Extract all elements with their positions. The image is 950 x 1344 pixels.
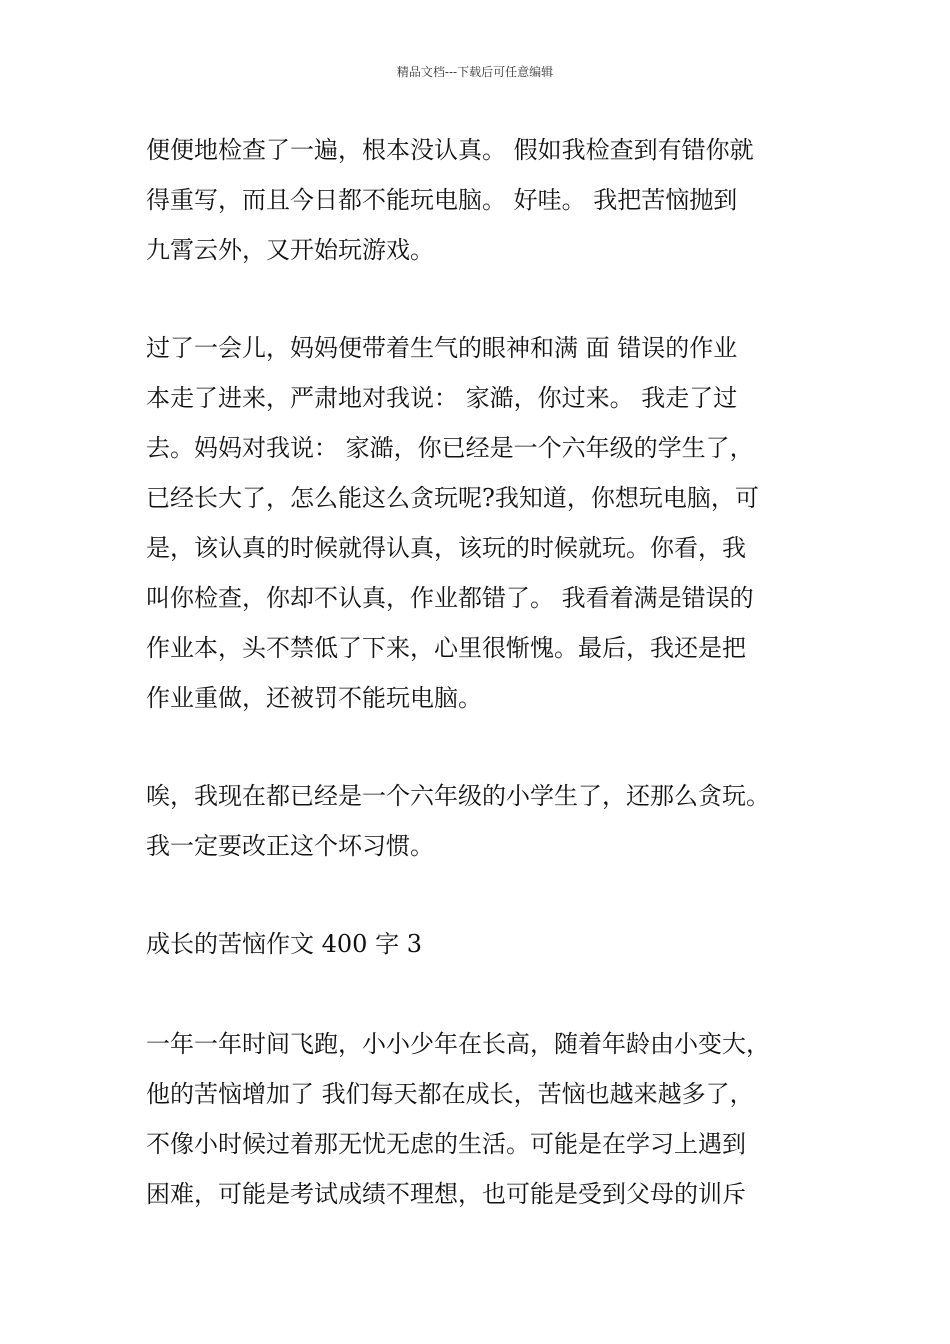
text-line: 他的苦恼增加了 我们每天都在成长，苦恼也越来越多了， xyxy=(146,1080,754,1108)
text-line: 困难，可能是考试成绩不理想，也可能是受到父母的训斥 xyxy=(146,1180,746,1208)
text-line: 过了一会儿，妈妈便带着生气的眼神和满 面 错误的作业 xyxy=(146,334,738,362)
text-line: 作业本，头不禁低了下来，心里很惭愧。最后，我还是把 xyxy=(146,634,746,662)
text-line: 是，该认真的时候就得认真，该玩的时候就玩。你看，我 xyxy=(146,534,746,562)
text-line: 去。妈妈对我说： 家澔，你已经是一个六年级的学生了， xyxy=(146,434,754,462)
text-line: 叫你检查，你却不认真，作业都错了。 我看着满是错误的 xyxy=(146,584,754,612)
text-line: 九霄云外，又开始玩游戏。 xyxy=(146,236,434,264)
text-line: 唉，我现在都已经是一个六年级的小学生了，还那么贪玩。 xyxy=(146,782,770,810)
text-line: 一年一年时间飞跑，小小少年在长高，随着年龄由小变大， xyxy=(146,1030,770,1058)
page-header: 精品文档---下载后可任意编辑 xyxy=(396,65,554,79)
text-line: 我一定要改正这个坏习惯。 xyxy=(146,832,434,860)
text-line: 已经长大了，怎么能这么贪玩呢?我知道，你想玩电脑，可 xyxy=(146,484,759,512)
text-line: 本走了进来，严肃地对我说： 家澔，你过来。 我走了过 xyxy=(146,384,738,412)
text-line: 得重写，而且今日都不能玩电脑。 好哇。 我把苦恼抛到 xyxy=(146,186,738,214)
text-line: 便便地检查了一遍，根本没认真。 假如我检查到有错你就 xyxy=(146,136,754,164)
text-line: 作业重做，还被罚不能玩电脑。 xyxy=(146,684,482,712)
section-heading: 成长的苦恼作文 400 字 3 xyxy=(146,930,422,958)
text-line: 不像小时候过着那无忧无虑的生活。可能是在学习上遇到 xyxy=(146,1130,746,1158)
